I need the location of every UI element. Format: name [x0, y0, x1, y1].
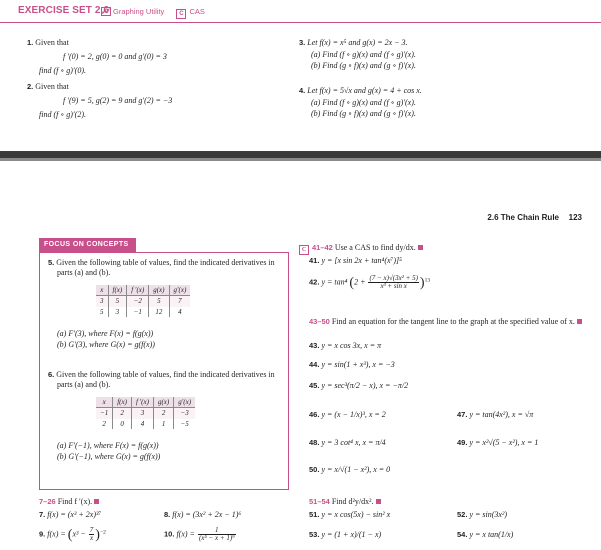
fraction-denominator: (x⁵ − x + 1)⁹ — [198, 534, 235, 542]
exercise-expression: y = [x sin 2x + tan⁴(x⁷)]⁵ — [321, 256, 402, 265]
exercise-number: 7. — [39, 510, 46, 519]
exercise-number: 1. — [27, 38, 34, 47]
exercise-set-header — [0, 0, 601, 23]
exercise-part-b: (b) G′(3), where G(x) = g(f(x)) — [57, 339, 155, 349]
exercise-53 — [309, 530, 381, 540]
table-cell: 5 — [149, 296, 169, 307]
exercise-42 — [309, 275, 430, 290]
exponent: −2 — [99, 529, 106, 536]
fraction — [89, 527, 95, 542]
fraction — [368, 275, 418, 290]
exercise-text: Given the following table of values, find the indicated derivatives in parts (a) and (b). — [56, 258, 275, 277]
close-paren: ) — [419, 275, 425, 291]
exercise-4 — [299, 86, 589, 118]
exercise-51 — [309, 510, 390, 520]
table-header: f(x) — [113, 397, 132, 408]
exercise-inner: 2 + — [354, 277, 366, 287]
exercise-number: 52. — [457, 510, 468, 519]
exercise-number: 53. — [309, 530, 320, 539]
exercise-range: 41–42 — [312, 243, 333, 252]
table-cell: 3 — [108, 307, 127, 318]
exercise-text: Let f(x) = x⁵ and g(x) = 2x − 3. — [307, 38, 408, 47]
table-cell: −1 — [96, 408, 113, 419]
table-header: x — [96, 397, 113, 408]
table-cell: 5 — [96, 307, 108, 318]
table-cell: −1 — [127, 307, 149, 318]
exercise-number: 50. — [309, 465, 320, 474]
cas-c-icon: C — [299, 245, 309, 255]
exercises-7-26-heading — [39, 497, 99, 507]
focus-on-concepts-label: FOCUS ON CONCEPTS — [39, 238, 136, 253]
cas-label: CAS — [189, 7, 205, 16]
exercise-instructions: Find f ′(x). — [57, 497, 93, 506]
exercise-number: 4. — [299, 86, 306, 95]
table-cell: −3 — [174, 408, 195, 419]
exercise-number: 43. — [309, 341, 320, 350]
exercise-part-b: (b) Find (g ∘ f)(x) and (g ∘ f)′(x). — [311, 108, 416, 118]
table-cell: 12 — [149, 307, 169, 318]
exercise-1 — [27, 38, 277, 75]
table-header: g(x) — [149, 285, 169, 296]
exercise-47 — [457, 410, 533, 420]
table-cell: 1 — [153, 419, 173, 430]
exercise-text: Given that — [35, 82, 69, 91]
exercise-part-b: (b) G′(−1), where G(x) = g(f(x)) — [57, 451, 161, 461]
table-row — [96, 419, 195, 430]
exercise-number: 48. — [309, 438, 320, 447]
exercise-46 — [309, 410, 386, 420]
graphing-utility-icon — [101, 7, 111, 16]
exercise-number: 46. — [309, 410, 320, 419]
table-cell: −5 — [174, 419, 195, 430]
exercise-find: find (f ∘ g)′(0). — [39, 65, 86, 75]
exercise-41 — [309, 256, 402, 266]
fraction-denominator: x³ + sin x — [380, 282, 407, 290]
exercise-number: 54. — [457, 530, 468, 539]
table-row — [96, 296, 190, 307]
exercise-expression: y = (x − 1/x)³, x = 2 — [321, 410, 386, 419]
table-cell: 7 — [169, 296, 190, 307]
page-number: 123 — [568, 213, 582, 222]
exercise-expression: y = sin(1 + x³), x = −3 — [321, 360, 395, 369]
exercise-part-b: (b) Find (g ∘ f)(x) and (g ∘ f)′(x). — [311, 60, 416, 70]
table-cell: 3 — [96, 296, 108, 307]
exercise-number: 51. — [309, 510, 320, 519]
exercise-10 — [164, 527, 237, 542]
exercise-condition: f ′(0) = 2, g(0) = 0 and g′(0) = 3 — [63, 51, 167, 61]
table-cell: −2 — [127, 296, 149, 307]
exercise-number: 10. — [164, 529, 175, 539]
exercises-41-42-heading — [299, 243, 423, 255]
exercise-expression: y = (1 + x)/(1 − x) — [321, 530, 382, 539]
exercise-number: 49. — [457, 438, 468, 447]
values-table — [96, 285, 190, 318]
exercise-expression: y = 3 cot⁴ x, x = π/4 — [321, 438, 386, 447]
values-table — [96, 397, 195, 430]
exercise-52 — [457, 510, 507, 520]
graphing-utility-legend — [101, 7, 205, 19]
exercise-6 — [48, 370, 282, 462]
table-cell: 5 — [108, 296, 127, 307]
running-head-section: 2.6 The Chain Rule — [487, 213, 559, 222]
square-marker-icon — [418, 245, 423, 250]
open-paren: ( — [67, 527, 73, 543]
fraction-numerator: 7 — [89, 526, 94, 534]
exercise-2 — [27, 82, 277, 119]
exponent: 13 — [424, 277, 431, 284]
exercise-part-a: (a) F′(3), where F(x) = f(g(x)) — [57, 329, 154, 339]
exercise-instructions: Use a CAS to find dy/dx. — [334, 243, 416, 252]
cas-c-icon: C — [176, 9, 186, 19]
fraction-denominator: x — [89, 534, 94, 542]
exercise-number: 42. — [309, 277, 320, 287]
exercise-part-a: (a) Find (f ∘ g)(x) and (f ∘ g)′(x). — [311, 49, 416, 59]
exercise-text: Given the following table of values, find the indicated derivatives in parts (a) and (b). — [56, 370, 275, 389]
exercise-number: 41. — [309, 256, 320, 265]
exercise-find: find (f ∘ g)′(2). — [39, 109, 86, 119]
table-header: g′(x) — [174, 397, 195, 408]
exercise-condition: f ′(9) = 5, g(2) = 9 and g′(2) = −3 — [63, 95, 173, 105]
table-cell: 3 — [131, 408, 153, 419]
exercise-text: Given that — [35, 38, 69, 47]
exercises-51-54-heading — [309, 497, 381, 507]
exercise-lhs: f(x) = — [176, 529, 195, 539]
table-row — [96, 408, 195, 419]
exercise-expression: y = x tan(1/x) — [469, 530, 514, 539]
exercise-number: 9. — [39, 529, 46, 539]
exercise-5 — [48, 258, 282, 350]
exercise-expression: f(x) = (3x² + 2x − 1)⁶ — [172, 510, 242, 519]
exercise-set-title: EXERCISE SET 2.6 — [18, 5, 110, 16]
exercise-expression: y = x²√(5 − x²), x = 1 — [469, 438, 539, 447]
exercise-43 — [309, 341, 381, 351]
square-marker-icon — [577, 319, 582, 324]
exercise-expression: y = x/√(1 − x²), x = 0 — [321, 465, 391, 474]
page-divider-shadow — [0, 158, 601, 161]
exercise-expression: y = x cos 3x, x = π — [321, 341, 382, 350]
square-marker-icon — [94, 499, 99, 504]
table-cell: 4 — [131, 419, 153, 430]
close-paren: ) — [95, 527, 100, 543]
exercise-9 — [39, 527, 106, 542]
exercise-inner: x³ − — [72, 529, 88, 539]
exercise-number: 44. — [309, 360, 320, 369]
exercise-part-a: (a) F′(−1), where F(x) = f(g(x)) — [57, 441, 159, 451]
open-paren: ( — [349, 275, 355, 291]
exercise-lhs: f(x) = — [47, 529, 66, 539]
exercise-3 — [299, 38, 589, 70]
fraction — [198, 527, 236, 542]
exercise-expression: y = tan(4x²), x = √π — [469, 410, 534, 419]
exercise-instructions: Find d²y/dx². — [331, 497, 374, 506]
exercise-48 — [309, 438, 386, 448]
exercise-expression: y = sec³(π/2 − x), x = −π/2 — [321, 381, 409, 390]
exercise-range: 7–26 — [39, 497, 56, 506]
table-header: x — [96, 285, 108, 296]
exercise-expression: y = x cos(5x) − sin² x — [321, 510, 391, 519]
exercise-number: 2. — [27, 82, 34, 91]
exercises-43-50-heading — [309, 317, 591, 327]
exercise-number: 3. — [299, 38, 306, 47]
exercise-text: Let f(x) = 5√x and g(x) = 4 + cos x. — [307, 86, 422, 95]
exercise-45 — [309, 381, 408, 391]
exercise-49 — [457, 438, 538, 448]
exercise-expression: y = sin(3x²) — [469, 510, 507, 519]
exercise-44 — [309, 360, 395, 370]
exercise-instructions: Find an equation for the tangent line to the graph at the specified value of x. — [331, 317, 575, 326]
exercise-number: 5. — [48, 258, 55, 267]
exercise-number: 8. — [164, 510, 171, 519]
table-row — [96, 307, 190, 318]
table-cell: 2 — [96, 419, 113, 430]
table-cell: 0 — [113, 419, 132, 430]
table-header: f ′(x) — [127, 285, 149, 296]
page-divider — [0, 151, 601, 158]
exercise-50 — [309, 465, 390, 475]
exercise-range: 43–50 — [309, 317, 330, 326]
exercise-range: 51–54 — [309, 497, 330, 506]
table-header: f(x) — [108, 285, 127, 296]
exercise-expression: f(x) = (x³ + 2x)³⁷ — [47, 510, 102, 519]
exercise-number: 47. — [457, 410, 468, 419]
exercise-number: 6. — [48, 370, 55, 379]
table-cell: 2 — [153, 408, 173, 419]
exercise-number: 45. — [309, 381, 320, 390]
table-header: g′(x) — [169, 285, 190, 296]
fraction-numerator: 1 — [198, 527, 236, 535]
exercise-8 — [164, 510, 241, 520]
table-cell: 2 — [113, 408, 132, 419]
exercise-54 — [457, 530, 513, 540]
table-header: g(x) — [153, 397, 173, 408]
fraction-numerator: (7 − x)√(3x² + 5) — [369, 274, 418, 282]
square-marker-icon — [376, 499, 381, 504]
table-cell: 4 — [169, 307, 190, 318]
table-header: f ′(x) — [131, 397, 153, 408]
graphing-utility-label: Graphing Utility — [113, 7, 165, 16]
exercise-part-a: (a) Find (f ∘ g)(x) and (f ∘ g)′(x). — [311, 97, 416, 107]
exercise-lhs: y = tan⁴ — [321, 277, 348, 287]
exercise-7 — [39, 510, 101, 520]
